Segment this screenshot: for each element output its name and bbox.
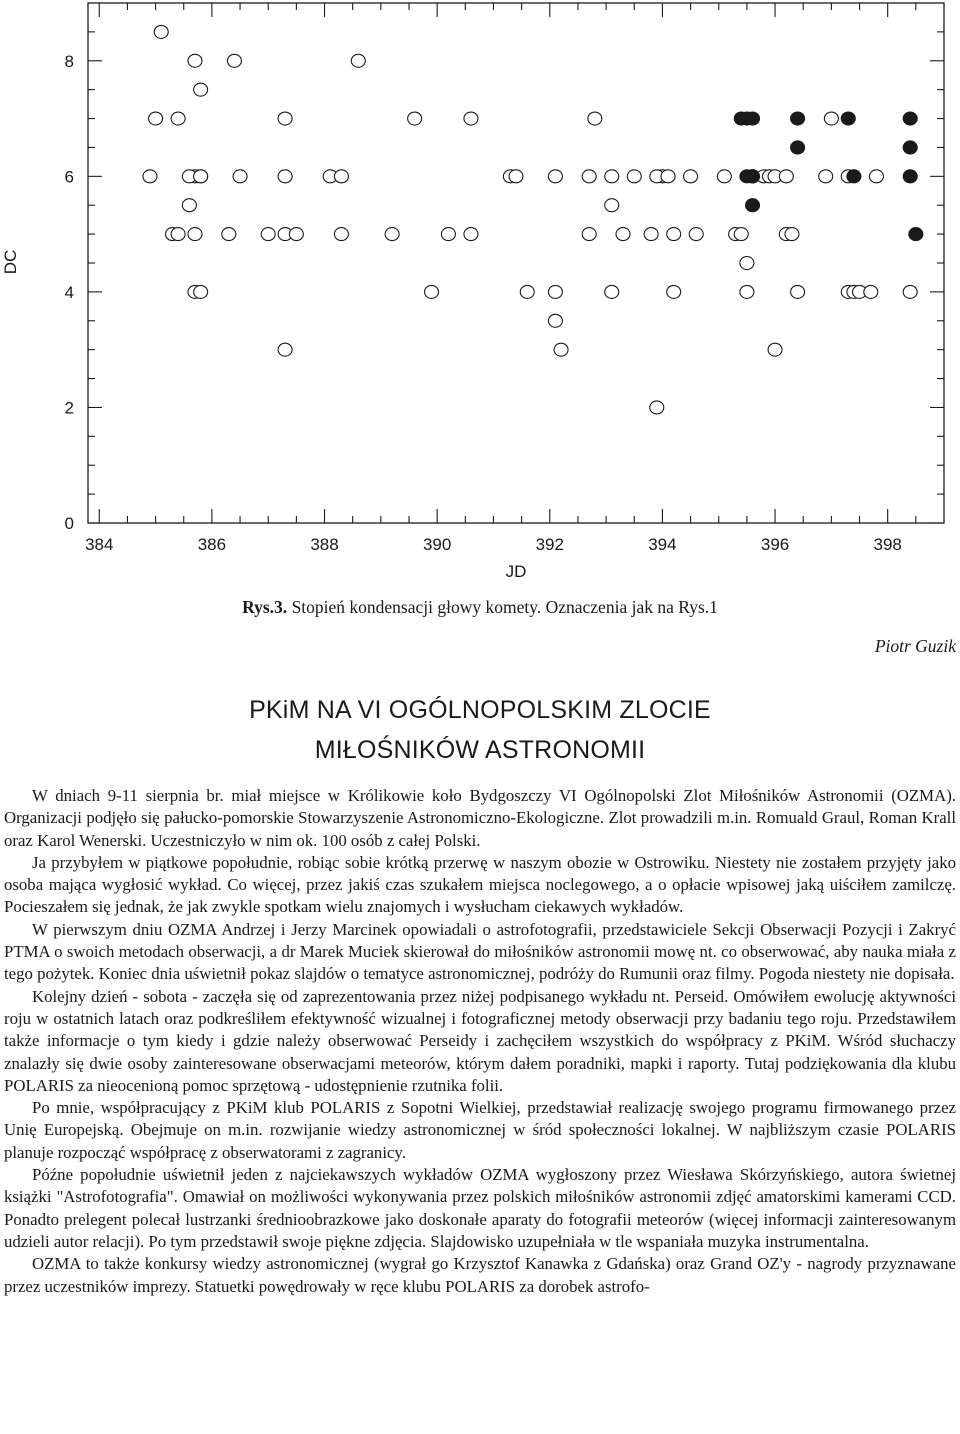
filled-data-point <box>841 112 855 125</box>
x-tick-label: 398 <box>873 535 902 554</box>
open-data-point <box>261 228 275 241</box>
caption-label: Rys.3. <box>242 597 288 617</box>
open-data-point <box>149 112 163 125</box>
open-data-point <box>222 228 236 241</box>
x-tick-label: 390 <box>422 535 452 554</box>
open-data-point <box>644 228 658 241</box>
open-data-point <box>278 112 292 125</box>
filled-data-point <box>746 112 760 125</box>
filled-data-point <box>903 141 917 154</box>
open-data-point <box>182 199 196 212</box>
filled-data-point <box>847 170 861 183</box>
open-data-point <box>768 343 782 356</box>
x-tick-label: 388 <box>310 535 339 554</box>
open-data-point <box>819 170 833 183</box>
open-data-point <box>351 54 365 67</box>
filled-data-point <box>903 112 917 125</box>
open-data-point <box>661 170 675 183</box>
open-data-point <box>548 314 562 327</box>
open-data-point <box>143 170 157 183</box>
dc-scatter-chart <box>0 0 960 590</box>
x-tick-label: 384 <box>85 535 114 554</box>
open-data-point <box>154 25 168 38</box>
open-data-point <box>548 285 562 298</box>
open-data-point <box>740 257 754 270</box>
open-data-point <box>684 170 698 183</box>
open-data-point <box>520 285 534 298</box>
axis-ticks <box>88 3 944 523</box>
open-data-point <box>627 170 641 183</box>
filled-data-point <box>791 112 805 125</box>
open-data-point <box>548 170 562 183</box>
y-tick-label: 4 <box>64 282 74 302</box>
open-data-point <box>171 112 185 125</box>
open-data-point <box>194 285 208 298</box>
y-tick-label: 6 <box>64 167 74 187</box>
open-data-point <box>689 228 703 241</box>
axis-tick-labels <box>65 52 902 554</box>
open-data-point <box>554 343 568 356</box>
open-data-point <box>903 285 917 298</box>
filled-data-point <box>909 228 923 241</box>
article-title <box>0 690 960 770</box>
open-data-point <box>385 228 399 241</box>
open-data-point <box>785 228 799 241</box>
open-data-point <box>194 170 208 183</box>
article-title-line1: PKiM NA VI OGÓLNOPOLSKIM ZLOCIE <box>249 696 711 724</box>
open-data-point <box>605 199 619 212</box>
open-data-point <box>188 228 202 241</box>
open-data-point <box>734 228 748 241</box>
x-axis-label: JD <box>505 562 527 581</box>
data-points <box>143 25 923 414</box>
open-data-point <box>650 401 664 414</box>
y-tick-label: 8 <box>64 51 74 71</box>
open-data-point <box>194 83 208 96</box>
paragraph-2: Ja przybyłem w piątkowe popołudnie, robiąc sobie krótką przerwę w naszym obozie w Ostrowiku. Niestety nie zostałem przyjęty jako osoba mająca wygłosić wykład. Co więcej, przez jakiś czas szukałem miejsca noclegowego, a o opłacie wpisowej jaką uiściłem zamilczę. Pocieszałem się jednak, że jak zwykle spotkam wielu znajomych i wysłucham ciekawych wykładów. <box>4 852 956 917</box>
paragraph-5: Po mnie, współpracujący z PKiM klub POLARIS z Sopotni Wielkiej, przedstawiał realizację swojego programu firmowanego przez Unię Europejską. Obejmuje on m.in. rozwijanie wiedzy astronomicznej w śród społeczności lokalnej. W najbliższym czasie POLARIS planuje rozpocząć współpracę z obserwatorami z zagranicy. <box>4 1098 956 1162</box>
paragraph-1: W dniach 9-11 sierpnia br. miał miejsce w Królikowie koło Bydgoszczy VI Ogólnopolski Zlot Miłośników Astronomii (OZMA). Organizacji podjęło się pałucko-pomorskie Stowarzyszenie Astronomiczno-Ekologiczne. Zlot prowadzili m.in. Romuald Graul, Roman Krall oraz Karol Wenerski. Uczestniczyło w nim ok. 100 osób z całej Polski. <box>4 786 956 850</box>
open-data-point <box>616 228 630 241</box>
open-data-point <box>408 112 422 125</box>
open-data-point <box>667 285 681 298</box>
open-data-point <box>233 170 247 183</box>
filled-data-point <box>746 170 760 183</box>
open-data-point <box>605 170 619 183</box>
paragraph-3: W pierwszym dniu OZMA Andrzej i Jerzy Marcinek opowiadali o astrofotografii, przedstawiciele Sekcji Obserwacji Pozycji i Zakryć PTMA o swoich metodach obserwacji, a dr Marek Muciek skierował do miłośników astronomii mowę nt. co obserwować, aby nauka miała z tego pożytek. Koniec dnia uświetnił pokaz slajdów o tematyce astronomicznej, podróży do Rumunii oraz filmy. Pogoda niestety nie dopisała. <box>4 919 956 984</box>
article-author: Piotr Guzik <box>874 636 956 656</box>
paragraph-4: Kolejny dzień - sobota - zaczęła się od zaprezentowania przez niżej podpisanego wykładu nt. Perseid. Omówiłem ewolucję aktywności roju w ostatnich latach oraz podkreśliłem efektywność wizualnej i fotograficznej metody obserwacji przy badaniu tego roju. Przedstawiłem także informacje o tym kiedy i gdzie należy obserwować Perseidy i zachęciłem wszystkich do współpracy z PKiM. Wśród słuchaczy znalazły się dwie osoby zainteresowane obserwacjami meteorów, którym dałem poradniki, mapki i raporty. Tutaj podziękowania dla klubu POLARIS za nieocenioną pomoc sprzętową - udostępnienie rzutnika folii. <box>4 986 956 1095</box>
filled-data-point <box>903 170 917 183</box>
y-axis-label: DC <box>1 249 20 275</box>
open-data-point <box>278 343 292 356</box>
x-tick-label: 386 <box>197 535 227 554</box>
paragraph-7: OZMA to także konkursy wiedzy astronomicznej (wygrał go Krzysztof Kanawka z Gdańska) oraz Grand OZ'y - nagrody przyznawane przez uczestników imprezy. Statuetki powędrowały w ręce klubu POLARIS za dorobek astrofo- <box>4 1254 956 1296</box>
open-data-point <box>425 285 439 298</box>
open-data-point <box>334 170 348 183</box>
open-data-point <box>869 170 883 183</box>
article-title-line2: MIŁOŚNIKÓW ASTRONOMII <box>314 736 646 764</box>
open-data-point <box>779 170 793 183</box>
open-data-point <box>740 285 754 298</box>
plot-frame <box>88 3 944 523</box>
caption-text: Stopień kondensacji głowy komety. Oznaczenia jak na Rys.1 <box>287 597 718 617</box>
open-data-point <box>464 112 478 125</box>
open-data-point <box>791 285 805 298</box>
open-data-point <box>188 54 202 67</box>
open-data-point <box>464 228 478 241</box>
filled-data-point <box>746 199 760 212</box>
paragraph-6: Późne popołudnie uświetnił jeden z najciekawszych wykładów OZMA wygłoszony przez Wiesława Skórzyńskiego, autora świetnej książki "Astrofotografia". Omawiał on możliwości wykonywania przez polskich miłośników astronomii zdjęć amatorskimi kamerami CCD. Ponadto prelegent polecał lustrzanki średnioobrazkowe jako doskonałe aparaty do fotografii meteorów (więcej informacji zainteresowanym udzieli autor relacji). Po tym przedstawił swoje piękne zdjęcia. Slajdowisko uzupełniała w tle wspaniała muzyka instrumentalna. <box>4 1165 956 1251</box>
y-tick-label: 0 <box>64 514 74 533</box>
open-data-point <box>441 228 455 241</box>
open-data-point <box>667 228 681 241</box>
open-data-point <box>588 112 602 125</box>
figure-caption <box>0 597 960 618</box>
filled-data-point <box>791 141 805 154</box>
x-tick-label: 396 <box>760 535 790 554</box>
open-data-point <box>289 228 303 241</box>
open-data-point <box>824 112 838 125</box>
open-data-point <box>864 285 878 298</box>
open-data-point <box>227 54 241 67</box>
open-data-point <box>717 170 731 183</box>
x-tick-label: 392 <box>535 535 564 554</box>
open-data-point <box>582 170 596 183</box>
open-data-point <box>509 170 523 183</box>
open-data-point <box>278 170 292 183</box>
open-data-point <box>582 228 596 241</box>
article-body <box>4 785 956 1298</box>
open-data-point <box>334 228 348 241</box>
x-tick-label: 394 <box>648 535 677 554</box>
open-data-point <box>171 228 185 241</box>
y-tick-label: 2 <box>64 398 74 418</box>
open-data-point <box>605 285 619 298</box>
